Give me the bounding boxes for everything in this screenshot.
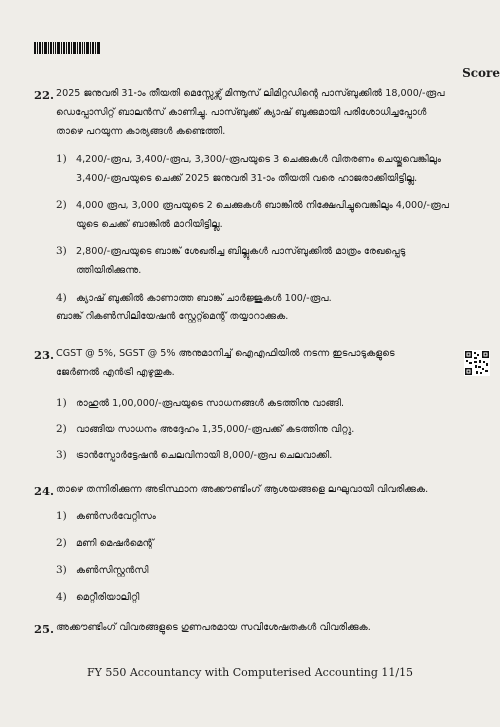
item-text: 4,200/-രൂപ, 3,400/-രൂപ, 3,300/-രൂപയുടെ 3 ചെക്കുകൾ വിതരണം ചെയ്തുവെങ്കിലും <box>76 154 441 165</box>
item-text: യുടെ ചെക്ക് ബാങ്കിൽ മാറിയിട്ടില്ല. <box>76 219 223 230</box>
item-label: 3) <box>56 449 67 461</box>
question-text: ഡെപ്പോസിറ്റ് ബാലൻസ് കാണിച്ചു. പാസ്ബുക്ക് ക്യാഷ് ബുക്കുമായി പരിശോധിച്ചപ്പോൾ <box>56 107 427 118</box>
question-text: CGST @ 5%, SGST @ 5% അനുമാനിച്ച് ഐഎഫിയിൽ നടന്ന ഇടപാടുകളുടെ <box>56 348 395 359</box>
question-instruction: ബാങ്ക് റികൺസിലിയേഷൻ സ്റ്റേറ്റ്മെന്റ് തയ്യാറാക്കുക. <box>56 311 289 322</box>
question-text: താഴെ തന്നിരിക്കുന്ന അടിസ്ഥാന അക്കൗണ്ടിംഗ് ആശയങ്ങളെ ലഘുവായി വിവരിക്കുക. <box>56 484 429 495</box>
barcode <box>34 42 100 54</box>
item-text: വാങ്ങിയ സാധനം അദ്ദേഹം 1,35,000/-രൂപക്ക് കടത്തിനു വിറ്റു. <box>76 424 355 435</box>
item-label: 2) <box>56 423 67 435</box>
item-label: 2) <box>56 537 67 549</box>
item-text: 2,800/-രൂപയുടെ ബാങ്ക് ശേഖരിച്ച ബില്ലുകൾ പാസ്ബുക്കിൽ മാത്രം രേഖപ്പെടു <box>76 246 406 257</box>
item-label: 4) <box>56 292 67 304</box>
question-number: 24. <box>34 484 55 498</box>
question-text: താഴെ പറയുന്ന കാര്യങ്ങൾ കണ്ടെത്തി. <box>56 126 226 137</box>
item-text: 3,400/-രൂപയുടെ ചെക്ക് 2025 ജനുവരി 31-ാം തീയതി വരെ ഹാജരാക്കിയിട്ടില്ല. <box>76 173 418 184</box>
item-text: മണി മെഷർമെന്റ് <box>76 538 154 549</box>
item-text: മെറ്റീരിയാലിറ്റി <box>76 592 140 603</box>
item-text: കൺസർവേറ്റിസം <box>76 511 156 522</box>
item-label: 3) <box>56 564 67 576</box>
item-text: ട്രാൻസ്പോർട്ടേഷൻ ചെലവിനായി 8,000/-രൂപ ചെലവാക്കി. <box>76 450 333 461</box>
item-label: 1) <box>56 510 67 522</box>
item-text: ക്യാഷ് ബുക്കിൽ കാണാത്ത ബാങ്ക് ചാർജ്ജുകൾ 100/-രൂപ. <box>76 293 332 304</box>
question-text: 2025 ജനുവരി 31-ാം തീയതി മെസ്സേഴ്സ് മിന്നൂസ് ലിമിറ്റഡിന്റെ പാസ്ബുക്കിൽ 18,000/-രൂപ <box>56 88 445 99</box>
question-text: അക്കൗണ്ടിംഗ് വിവരങ്ങളുടെ ഗുണപരമായ സവിശേഷതകൾ വിവരിക്കുക. <box>56 622 371 633</box>
item-label: 1) <box>56 397 67 409</box>
item-label: 2) <box>56 199 67 211</box>
score-label: Score <box>462 66 500 80</box>
item-text: രാഹുൽ 1,00,000/-രൂപയുടെ സാധനങ്ങൾ കടത്തിനു വാങ്ങി. <box>76 398 344 409</box>
qr-code <box>464 350 490 376</box>
page-footer: FY 550 Accountancy with Computerised Accounting 11/15 <box>86 666 414 679</box>
item-text: കൺസിസ്റ്റൻസി <box>76 565 149 576</box>
item-text: ത്തിയിരിക്കുന്നു. <box>76 265 142 276</box>
item-label: 1) <box>56 153 67 165</box>
question-number: 25. <box>34 622 55 636</box>
item-text: 4,000 രൂപ, 3,000 രൂപയുടെ 2 ചെക്കുകൾ ബാങ്കിൽ നിക്ഷേപിച്ചുവെങ്കിലും 4,000/-രൂപ <box>76 200 449 211</box>
item-label: 3) <box>56 245 67 257</box>
question-number: 23. <box>34 348 55 362</box>
question-number: 22. <box>34 88 55 102</box>
item-label: 4) <box>56 591 67 603</box>
question-text: ജേർണൽ എൻട്രി എഴുതുക. <box>56 367 175 378</box>
